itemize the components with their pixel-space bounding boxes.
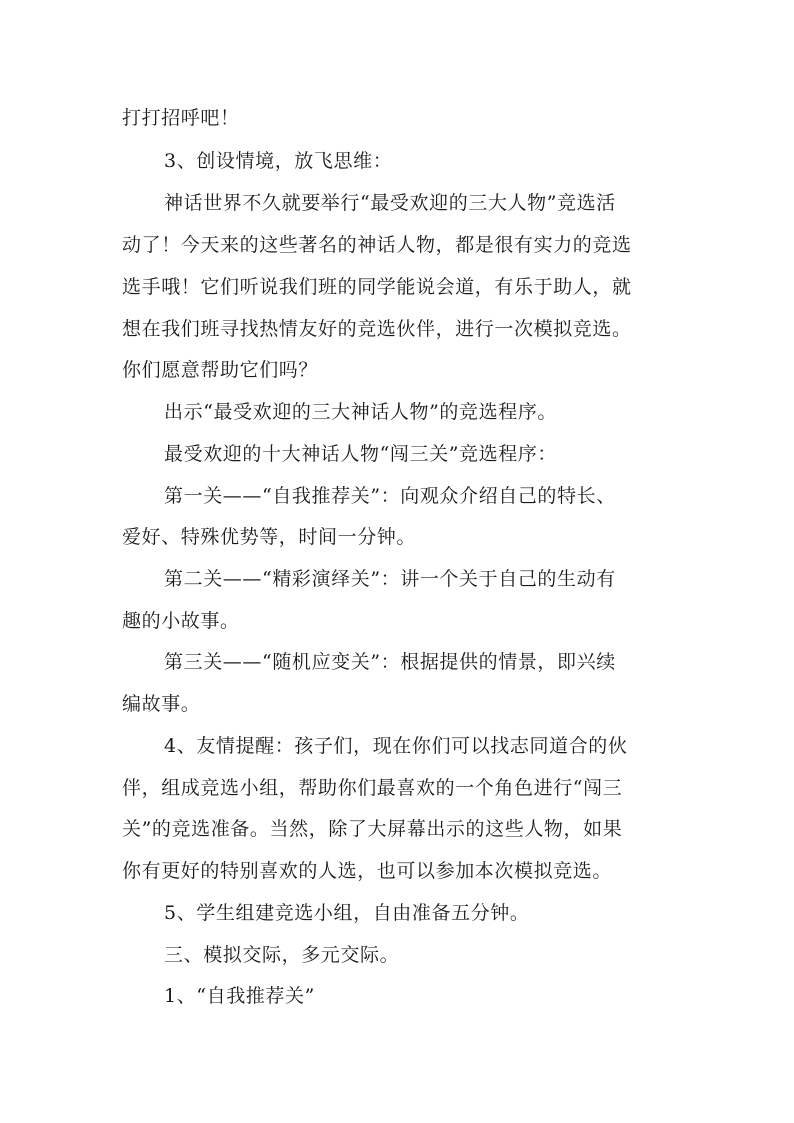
section-heading: 三、模拟交际，多元交际。 <box>164 944 400 966</box>
text-line: 关”的竞选准备。当然，除了大屏幕出示的这些人物，如果 <box>122 818 623 840</box>
text-line: 选手哦！它们听说我们班的同学能说会道，有乐于助人，就 <box>122 276 632 298</box>
text-line: 想在我们班寻找热情友好的竞选伙伴，进行一次模拟竞选。 <box>122 318 632 340</box>
text-line: 你们愿意帮助它们吗？ <box>122 359 319 381</box>
text-line: 趣的小故事。 <box>122 610 240 632</box>
text-line: 编故事。 <box>122 693 201 715</box>
section-heading: 4、友情提醒：孩子们，现在你们可以找志同道合的伙 <box>164 735 628 757</box>
text-line: 神话世界不久就要举行“最受欢迎的三大人物”竞选活 <box>164 192 616 214</box>
text-line: 你有更好的特别喜欢的人选，也可以参加本次模拟竞选。 <box>122 860 613 882</box>
text-line: 出示“最受欢迎的三大神话人物”的竞选程序。 <box>164 401 558 423</box>
text-line: 动了！今天来的这些著名的神话人物，都是很有实力的竞选 <box>122 234 632 256</box>
text-line: 爱好、特殊优势等，时间一分钟。 <box>122 526 417 548</box>
text-line: 第三关——“随机应变关”：根据提供的情景，即兴续 <box>164 651 616 673</box>
section-heading: 1、“自我推荐关” <box>164 985 315 1007</box>
section-heading: 3、创设情境，放飞思维： <box>164 150 393 172</box>
section-heading: 5、学生组建竞选小组，自由准备五分钟。 <box>164 902 530 924</box>
text-line: 打打招呼吧！ <box>122 107 240 129</box>
text-line: 伴，组成竞选小组，帮助你们最喜欢的一个角色进行“闯三 <box>122 777 623 799</box>
text-line: 第一关——“自我推荐关”：向观众介绍自己的特长、 <box>164 485 616 507</box>
text-line: 第二关——“精彩演绎关”：讲一个关于自己的生动有 <box>164 568 616 590</box>
text-line: 最受欢迎的十大神话人物“闯三关”竞选程序： <box>164 443 558 465</box>
